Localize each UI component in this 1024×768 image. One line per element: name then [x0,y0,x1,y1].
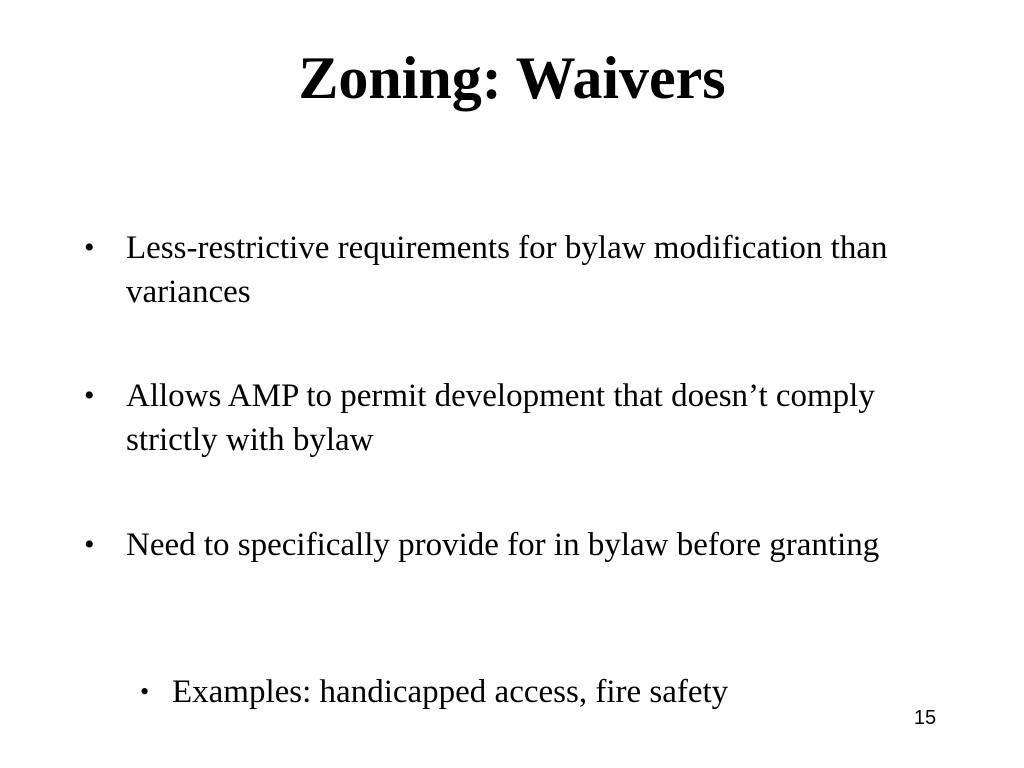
sub-bullet-text: Examples: handicapped access, fire safety [172,674,729,710]
bullet-text: Allows AMP to permit development that doesn’t comply strictly with bylaw [126,378,875,458]
page-number: 15 [913,707,937,729]
sub-bullet-glyph: • [140,677,150,706]
bullet-text: Need to specifically provide for in bylaw before granting [126,527,880,563]
bullet-text: Less-restrictive requirements for bylaw modification than variances [126,230,888,310]
bullet-glyph: • [84,231,95,264]
bullet-item [84,226,944,314]
bullet-glyph: • [84,528,95,561]
bullet-glyph: • [84,379,95,412]
sub-bullet-item [140,670,900,714]
slide-title: Zoning: Waivers [298,45,726,111]
bullet-item [84,374,944,462]
bullet-item [84,523,944,567]
